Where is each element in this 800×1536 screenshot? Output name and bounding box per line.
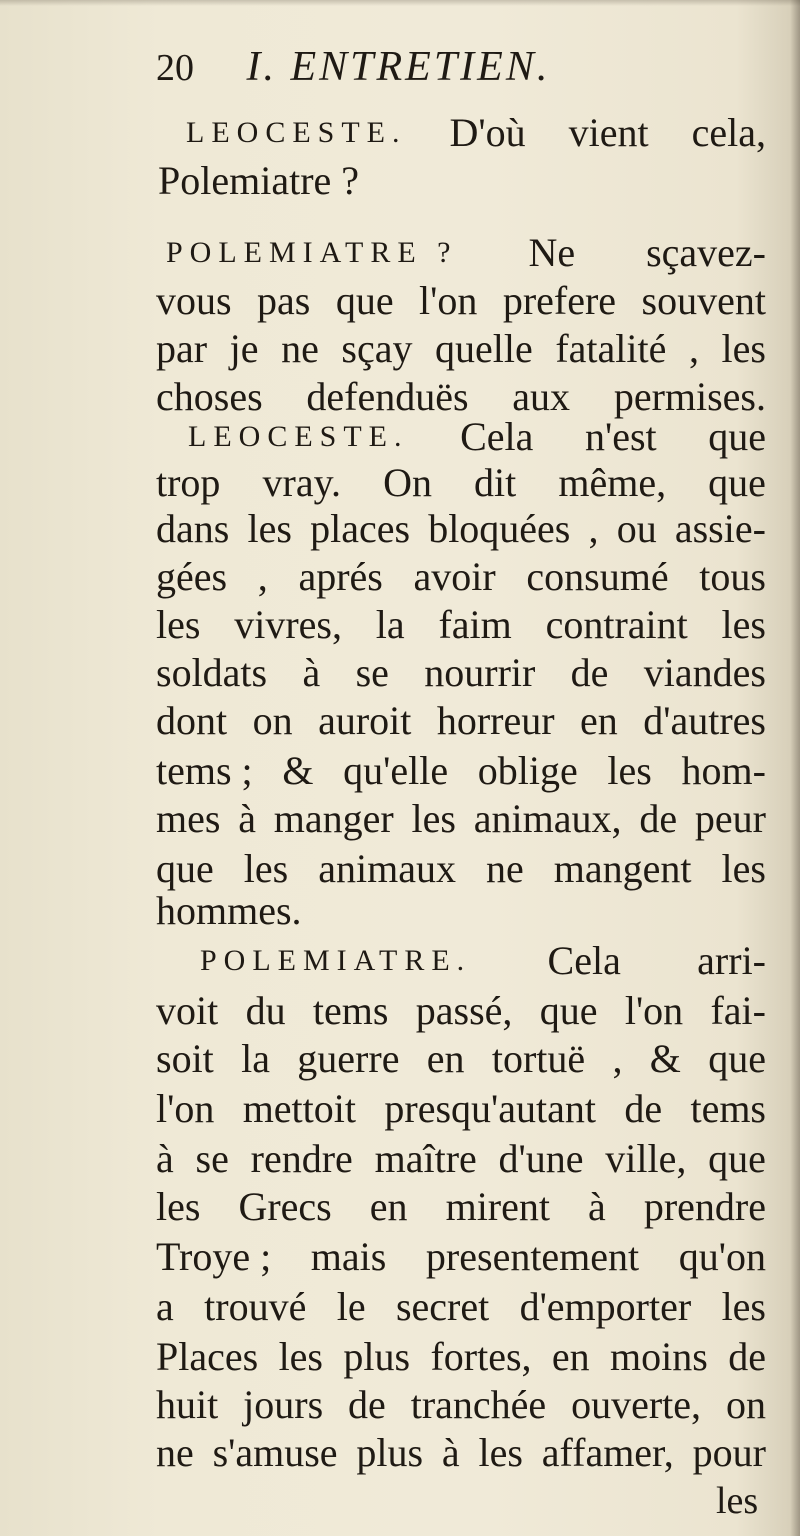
word: contraint	[545, 602, 688, 647]
word: de	[624, 1086, 663, 1131]
text-line	[188, 414, 766, 460]
word: le	[336, 1284, 366, 1329]
word: prefere	[502, 278, 617, 323]
word: choses	[156, 374, 263, 419]
word: auroit	[318, 698, 412, 743]
word: peur	[694, 796, 766, 841]
word: tortuë	[491, 1036, 586, 1081]
word: en	[426, 1036, 465, 1081]
text-line	[200, 938, 766, 984]
running-header	[156, 44, 550, 91]
word: animaux,	[473, 796, 622, 841]
word: maître	[374, 1136, 477, 1181]
word: soit	[156, 1036, 214, 1081]
word: en	[580, 698, 618, 743]
text-line	[156, 1184, 766, 1230]
word: vous	[156, 278, 232, 323]
word: Ne	[528, 230, 576, 275]
word: huit	[156, 1382, 219, 1427]
word: bloquées	[428, 506, 571, 551]
word: ,	[688, 326, 699, 371]
word: On	[383, 460, 432, 505]
word: de	[728, 1334, 766, 1379]
word: tems	[312, 988, 389, 1033]
text-line	[156, 602, 766, 648]
word: sçay	[341, 326, 413, 371]
word: manger	[273, 796, 394, 841]
word: je	[229, 326, 259, 371]
word: d'emporter	[519, 1284, 692, 1329]
catchword: les	[716, 1480, 759, 1522]
word: à	[156, 1136, 174, 1181]
word: Grecs	[238, 1184, 332, 1229]
word: LEOCESTE.	[186, 116, 407, 149]
word: vray.	[262, 460, 341, 505]
word: dont	[156, 698, 228, 743]
word: ,	[588, 506, 599, 551]
text-line	[156, 650, 766, 696]
word: de	[570, 650, 609, 695]
text-line	[186, 110, 766, 156]
word: LEOCESTE.	[188, 420, 409, 453]
text-line	[156, 1136, 766, 1182]
word: mais	[310, 1234, 387, 1279]
text-line	[156, 1086, 766, 1132]
word: mirent	[445, 1184, 550, 1229]
word: de	[639, 796, 678, 841]
word: à	[588, 1184, 606, 1229]
word: POLEMIATRE ?	[166, 236, 458, 269]
word: qu'on	[678, 1234, 766, 1279]
word: à	[302, 650, 321, 695]
word: aprés	[298, 554, 383, 599]
word: mangent	[553, 846, 692, 891]
word: plus	[356, 1430, 424, 1475]
word: fortes,	[430, 1334, 532, 1379]
text-line	[156, 1036, 766, 1082]
word: d'autres	[643, 698, 766, 743]
word: les	[721, 1284, 766, 1329]
word: ne	[281, 326, 319, 371]
word: l'on	[419, 278, 478, 323]
page-top-shadow	[0, 0, 800, 6]
word: les	[607, 748, 652, 793]
word: guerre	[297, 1036, 400, 1081]
word: les	[243, 846, 289, 891]
text-line	[156, 326, 766, 372]
word: a	[156, 1284, 174, 1329]
word: Cela	[460, 414, 534, 459]
word: affamer,	[541, 1430, 674, 1475]
word: viandes	[643, 650, 766, 695]
word: horreur	[436, 698, 555, 743]
text-line	[156, 698, 766, 744]
text-line	[156, 506, 766, 552]
word: tems ;	[156, 748, 253, 793]
word: vivres,	[234, 602, 342, 647]
word: gées	[156, 554, 228, 599]
word: se	[355, 650, 389, 695]
text-line	[156, 888, 302, 934]
word: les	[721, 602, 766, 647]
page-gutter-shadow	[790, 0, 800, 1536]
word: soldats	[156, 650, 268, 695]
word: tranchée	[410, 1382, 547, 1427]
word: en	[369, 1184, 408, 1229]
word: voit	[156, 988, 219, 1033]
word: presentement	[425, 1234, 640, 1279]
word: tous	[699, 554, 766, 599]
word: ne	[485, 846, 524, 891]
word: les	[721, 326, 766, 371]
word: &	[282, 748, 314, 793]
word: ville,	[605, 1136, 687, 1181]
word: ou	[616, 506, 657, 551]
word: places	[310, 506, 411, 551]
word: aux	[512, 374, 571, 419]
page-number: 20	[156, 47, 194, 89]
word: du	[245, 988, 286, 1033]
text-line	[156, 796, 766, 842]
text-line	[158, 158, 359, 204]
word: Troye ;	[156, 1234, 272, 1279]
word: se	[195, 1136, 229, 1181]
word: ,	[612, 1036, 623, 1081]
word: la	[241, 1036, 270, 1081]
word: Polemiatre ?	[158, 158, 360, 203]
word: trouvé	[204, 1284, 307, 1329]
word: les	[411, 796, 456, 841]
word: en	[551, 1334, 590, 1379]
word: assie-	[674, 506, 766, 551]
word: s'amuse	[212, 1430, 338, 1475]
word: ne	[156, 1430, 194, 1475]
word: même,	[558, 460, 667, 505]
word: que	[708, 460, 766, 505]
text-line	[156, 460, 766, 506]
text-line	[156, 1234, 766, 1280]
word: mettoit	[242, 1086, 357, 1131]
word: arri-	[697, 938, 766, 983]
word: de	[348, 1382, 386, 1427]
word: jours	[243, 1382, 324, 1427]
word: n'est	[585, 414, 657, 459]
word: animaux	[318, 846, 456, 891]
word: moins	[610, 1334, 708, 1379]
word: ouverte,	[571, 1382, 702, 1427]
word: oblige	[477, 748, 578, 793]
word: que	[708, 1136, 766, 1181]
text-line	[156, 1284, 766, 1330]
word: pas	[257, 278, 311, 323]
text-line	[156, 1334, 766, 1380]
word: par	[156, 326, 208, 371]
word: quelle	[435, 326, 533, 371]
word: nourrir	[424, 650, 536, 695]
word: Cela	[547, 938, 621, 983]
word: POLEMIATRE.	[200, 944, 472, 977]
word: on	[725, 1382, 766, 1427]
word: permises.	[613, 374, 766, 419]
word: que	[708, 414, 766, 459]
word: cela,	[691, 110, 766, 155]
word: l'on	[156, 1086, 215, 1131]
text-line	[156, 846, 766, 892]
word: vient	[568, 110, 649, 155]
word: que	[708, 1036, 766, 1081]
word: les	[721, 846, 766, 891]
word: les	[156, 602, 201, 647]
text-line	[156, 988, 766, 1034]
word: presqu'autant	[384, 1086, 596, 1131]
word: tems	[690, 1086, 766, 1131]
word: on	[252, 698, 293, 743]
word: à	[441, 1430, 460, 1475]
text-line	[156, 554, 766, 600]
word: que	[156, 846, 214, 891]
word: d'une	[498, 1136, 584, 1181]
word: les	[278, 1334, 323, 1379]
text-line	[166, 230, 766, 276]
word: mes	[156, 796, 221, 841]
text-line	[156, 278, 766, 324]
word: qu'elle	[343, 748, 449, 793]
word: trop	[156, 460, 221, 505]
running-head-title: I. ENTRETIEN.	[246, 44, 551, 90]
word: avoir	[413, 554, 496, 599]
text-line	[156, 1382, 766, 1428]
word: Places	[156, 1334, 259, 1379]
word: plus	[343, 1334, 411, 1379]
word: les	[156, 1184, 201, 1229]
word: ,	[257, 554, 268, 599]
word: faim	[438, 602, 512, 647]
word: que	[335, 278, 394, 323]
word: dans	[156, 506, 230, 551]
text-line	[156, 748, 766, 794]
word: prendre	[643, 1184, 766, 1229]
word: passé,	[415, 988, 513, 1033]
word: pour	[692, 1430, 766, 1475]
text-line	[156, 1430, 766, 1476]
word: &	[649, 1036, 681, 1081]
word: à	[238, 796, 256, 841]
word: l'on	[624, 988, 684, 1033]
word: les	[247, 506, 292, 551]
word: defenduës	[306, 374, 469, 419]
word: que	[539, 988, 598, 1033]
word: secret	[395, 1284, 490, 1329]
word: hommes.	[156, 888, 302, 933]
word: dit	[474, 460, 517, 505]
word: les	[478, 1430, 523, 1475]
word: la	[375, 602, 405, 647]
word: sçavez-	[646, 230, 766, 275]
word: fai-	[710, 988, 766, 1033]
word: souvent	[641, 278, 766, 323]
word: consumé	[526, 554, 669, 599]
word: fatalité	[555, 326, 667, 371]
word: hom-	[681, 748, 766, 793]
word: rendre	[250, 1136, 353, 1181]
word: D'où	[449, 110, 526, 155]
